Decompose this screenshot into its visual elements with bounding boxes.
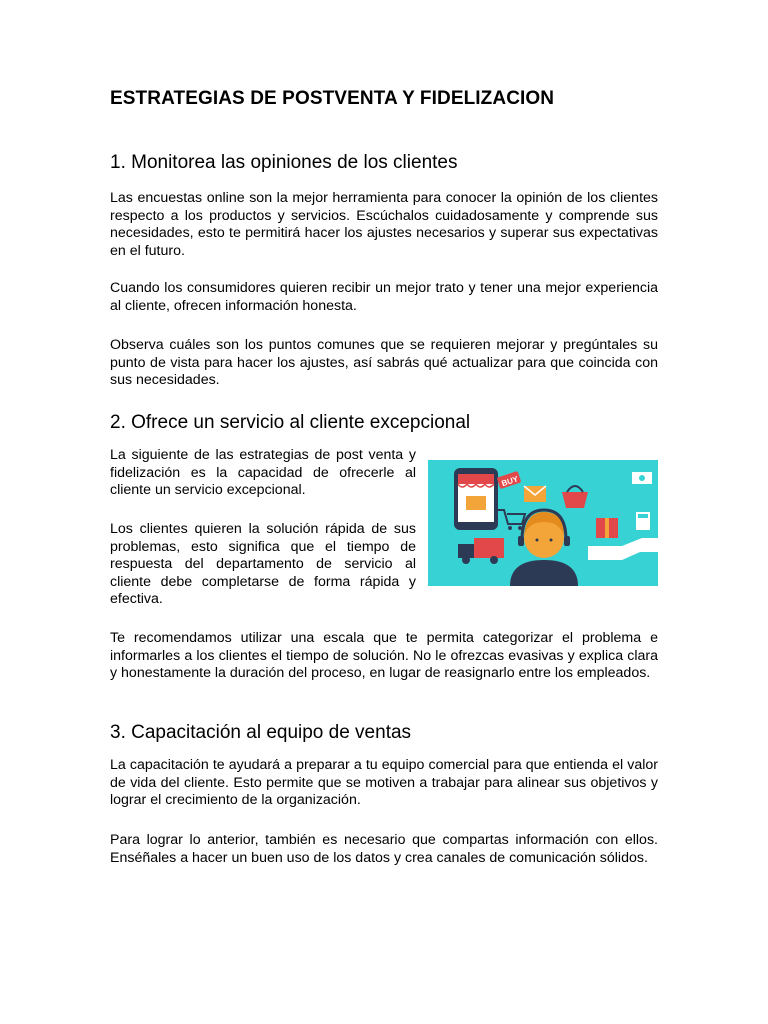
section-3-paragraph-1: La capacitación te ayudará a preparar a tu equipo comercial para que entienda el valor de vida del cliente. Esto permite que se motiven a trabajar para alinear sus objetivos y lograr el crecimiento de la organización.	[110, 757, 658, 809]
calculator-icon	[636, 512, 650, 530]
smartphone-store-icon	[454, 468, 498, 530]
section-3-paragraph-2: Para lograr lo anterior, también es necesario que compartas información con ellos. Enséñales a hacer un buen uso de los datos y crea canales de comunicación sólidos.	[110, 832, 658, 866]
section-2-heading: 2. Ofrece un servicio al cliente excepcional	[110, 412, 471, 433]
section-2-paragraph-1: La siguiente de las estrategias de post venta y fidelización es la capacidad de ofrecerle al cliente un servicio excepcional.	[110, 447, 416, 499]
customer-service-illustration-svg	[428, 460, 658, 586]
envelope-icon	[524, 486, 546, 502]
section-1-paragraph-2: Cuando los consumidores quieren recibir un mejor trato y tener una mejor experiencia al cliente, ofrecen información honesta.	[110, 280, 658, 314]
section-3-heading: 3. Capacitación al equipo de ventas	[110, 722, 412, 743]
section-1-heading: 1. Monitorea las opiniones de los clientes	[110, 152, 458, 173]
svg-text:BUY: BUY	[500, 474, 520, 489]
section-1-paragraph-3: Observa cuáles son los puntos comunes que se requieren mejorar y pregúntales su punto de vista para hacer los ajustes, así sabrás qué actualizar para que coincida con sus necesidades.	[110, 337, 658, 389]
document-title: ESTRATEGIAS DE POSTVENTA Y FIDELIZACION	[110, 88, 555, 109]
customer-service-illustration	[428, 460, 658, 586]
money-icon	[632, 472, 652, 484]
section-2-paragraph-2: Los clientes quieren la solución rápida de sus problemas, esto significa que el tiempo de respuesta del departamento de servicio al cliente debe completarse de forma rápida y efectiva.	[110, 521, 416, 608]
section-1-paragraph-1: Las encuestas online son la mejor herramienta para conocer la opinión de los clientes respecto a los productos y servicios. Escúchalos cuidadosamente y comprende sus necesidades, esto te permitirá hacer los ajustes necesarios y superar sus expectativas en el futuro.	[110, 190, 658, 259]
section-2-paragraph-3: Te recomendamos utilizar una escala que te permita categorizar el problema e informarles a los clientes el tiempo de solución. No le ofrezcas evasivas y explica clara y honestamente la duración del proceso, en lugar de reasignarlo entre los empleados.	[110, 630, 658, 682]
